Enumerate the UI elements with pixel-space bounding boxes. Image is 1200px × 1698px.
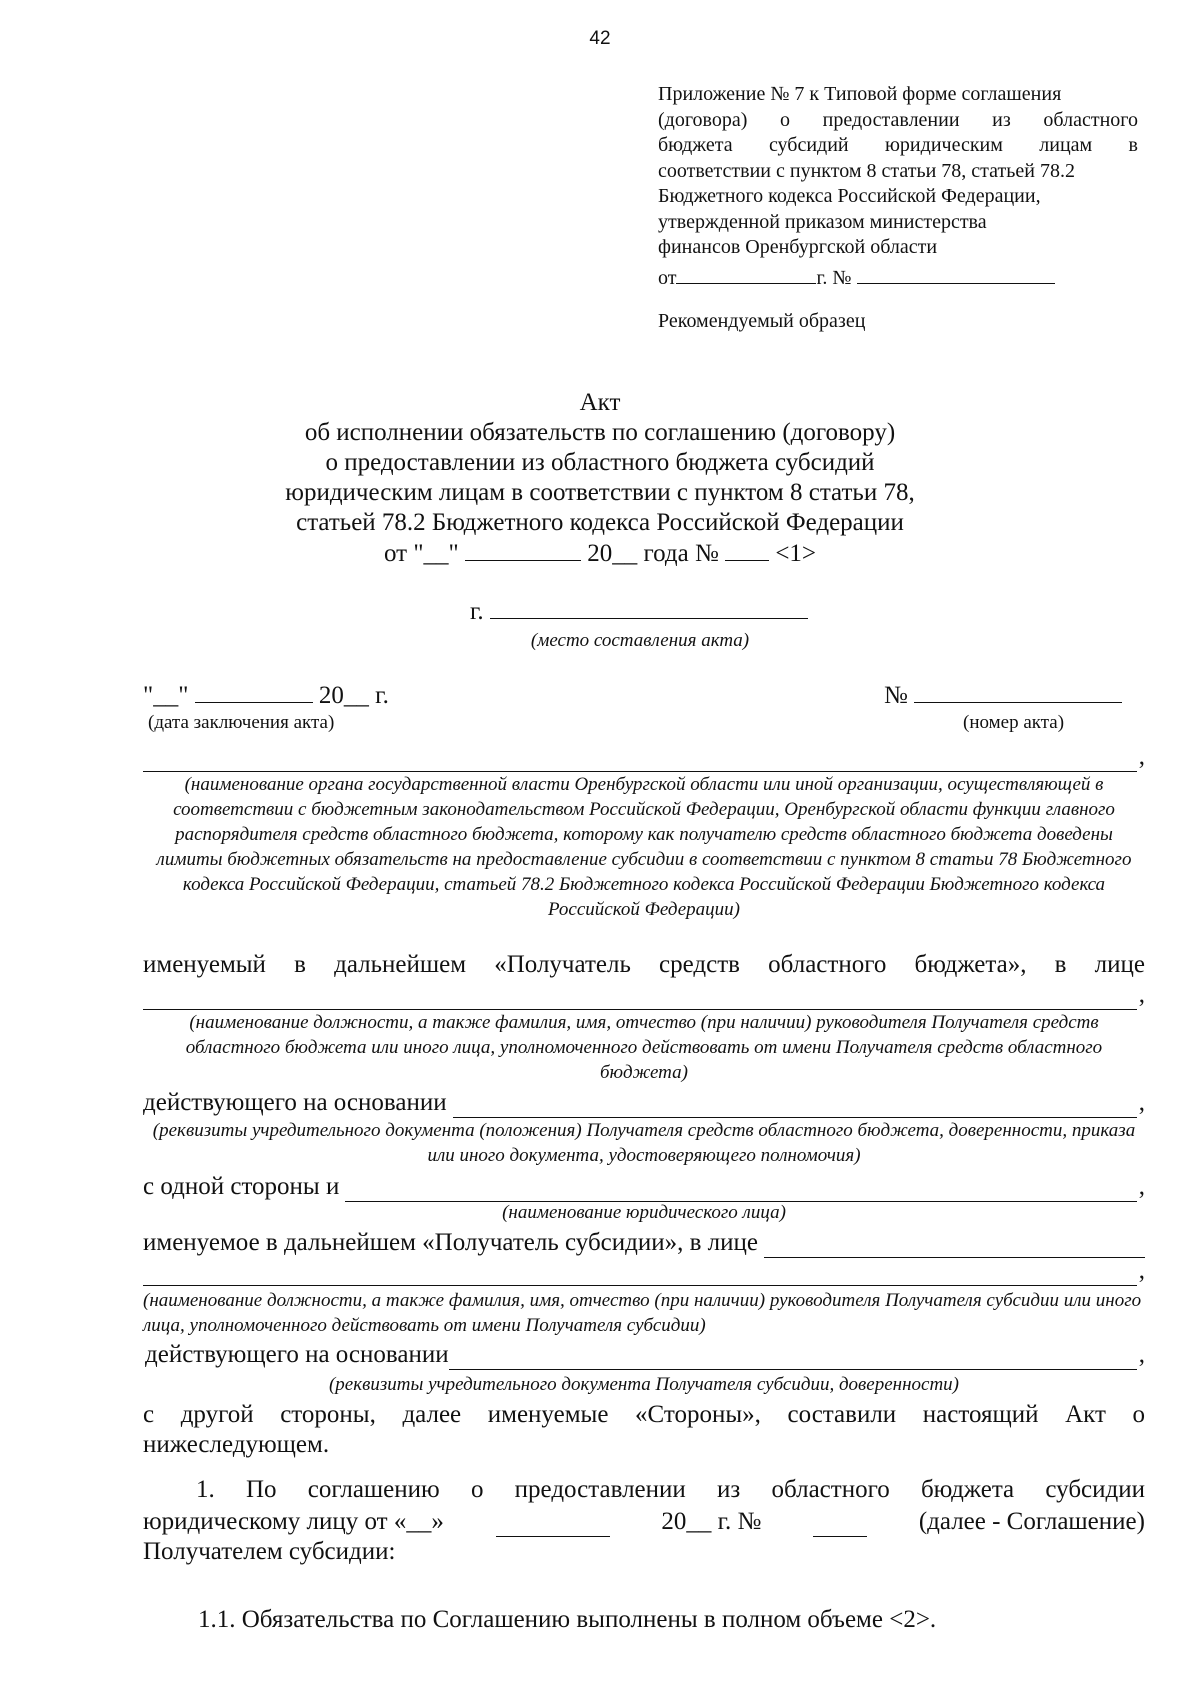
recommended-sample: Рекомендуемый образец (658, 310, 866, 332)
blank-line (449, 1347, 1137, 1370)
head-caption: (наименование должности, а также фамилия, имя, отчество (при наличии) руководителя Получателя средств областного бюджета или иного лица, уполномоченного действовать от имени Получателя средств областного бюджета) (185, 1012, 1103, 1083)
title-date-line: от "__" 20__ года № <1> (383, 540, 817, 567)
appendix-line: финансов Оренбургской области (658, 236, 938, 258)
basis-caption-1: (реквизиты учредительного документа (положения) Получателя средств областного бюджета, доверенности, приказа или иного документа, удостоверяющего полномочия) (152, 1120, 1136, 1166)
clause-1-1: 1.1. Обязательства по Соглашению выполнены в полном объеме <2>. (198, 1606, 937, 1633)
appendix-block (658, 82, 1138, 291)
title-line: юридическим лицам в соответствии с пунктом 8 статьи 78, (285, 479, 915, 506)
blank-line (496, 1514, 610, 1537)
other-side-line: с другой стороны, далее именуемые «Стороны», составили настоящий Акт о (143, 1401, 1145, 1428)
blank-line (143, 987, 1137, 1010)
recipient-funds-line: именуемый в дальнейшем «Получатель средств областного бюджета», в лице (143, 951, 1145, 978)
one-side-line: с одной стороны и , (143, 1173, 1145, 1200)
appendix-line: бюджета субсидий юридическим лицам в (658, 134, 1138, 156)
clause-1-end: Получателем субсидии: (143, 1538, 396, 1565)
blank-line (725, 538, 769, 561)
appendix-line: соответствии с пунктом 8 статьи 78, статьей 78.2 (658, 159, 1075, 182)
blank-line (914, 680, 1122, 703)
document-title (0, 388, 1200, 569)
appendix-line: Бюджетного кодекса Российской Федерации, (658, 185, 1041, 207)
head-blank-line: , (143, 980, 1145, 1010)
blank-line (490, 596, 808, 619)
title-line: статьей 78.2 Бюджетного кодекса Российской Федерации (296, 509, 904, 536)
blank-line (345, 1179, 1136, 1202)
blank-line (764, 1235, 1145, 1258)
appendix-line: утвержденной приказом министерства (658, 210, 987, 233)
blank-line (143, 1263, 1137, 1286)
blank-line (143, 749, 1137, 772)
number-caption: (номер акта) (963, 712, 1065, 733)
appendix-date-line: от г. № (658, 261, 1138, 292)
other-side-line-end: нижеследующем. (143, 1431, 330, 1458)
legal-entity-caption: (наименование юридического лица) (502, 1202, 786, 1223)
date-line: "__" 20__ г. (143, 682, 389, 709)
head-blank-line-2: , (143, 1256, 1145, 1286)
acting-basis-line-1: действующего на основании , (143, 1089, 1145, 1116)
title-line: о предоставлении из областного бюджета субсидий (325, 449, 875, 476)
appendix-line: (договора) о предоставлении из областного (658, 108, 1138, 131)
blank-line (857, 261, 1055, 284)
recipient-subsidy-line: именуемое в дальнейшем «Получатель субсидии», в лице (143, 1228, 1145, 1258)
place-caption: (место составления акта) (530, 630, 750, 651)
blank-line (676, 261, 816, 284)
page-number: 42 (589, 28, 611, 49)
place-line: г. (470, 596, 808, 627)
basis-caption-2: (реквизиты учредительного документа Получателя субсидии, доверенности) (328, 1374, 960, 1395)
head-caption-2: (наименование должности, а также фамилия, имя, отчество (при наличии) руководителя Получателя субсидии или иного лица, уполномоченного действовать от имени Получателя субсидии) (143, 1290, 1142, 1336)
blank-line (465, 538, 581, 561)
number-line: № (884, 680, 1122, 711)
appendix-line: Приложение № 7 к Типовой форме соглашения (658, 83, 1062, 105)
title-word: Акт (579, 389, 621, 416)
blank-line (195, 680, 313, 703)
clause-1-date-line: юридическому лицу от «__» 20__ г. № (далее - Соглашение) (143, 1508, 1145, 1535)
blank-line (813, 1514, 867, 1537)
blank-line (453, 1095, 1137, 1118)
date-caption: (дата заключения акта) (148, 712, 335, 733)
organ-caption: (наименование органа государственной власти Оренбургской области или иной организации, осуществляющей в соответствии с бюджетным законодательством Российской Федерации, Оренбургской области функции главного распорядителя средств областного бюджета, которому как получателю средств областного бюджета доведены лимиты бюджетных обязательств на предоставление субсидии в соответствии с пунктом 8 статьи 78 Бюджетного кодекса Российской Федерации, статьей 78.2 Бюджетного кодекса Российской Федерации Бюджетного кодекса Российской Федерации) (156, 774, 1132, 920)
organ-blank-line: , (143, 742, 1145, 772)
title-line: об исполнении обязательств по соглашению (договору) (304, 419, 896, 446)
acting-basis-line-2: действующего на основании , (145, 1341, 1145, 1368)
clause-1-line: 1. По соглашению о предоставлении из областного бюджета субсидии (196, 1476, 1145, 1503)
